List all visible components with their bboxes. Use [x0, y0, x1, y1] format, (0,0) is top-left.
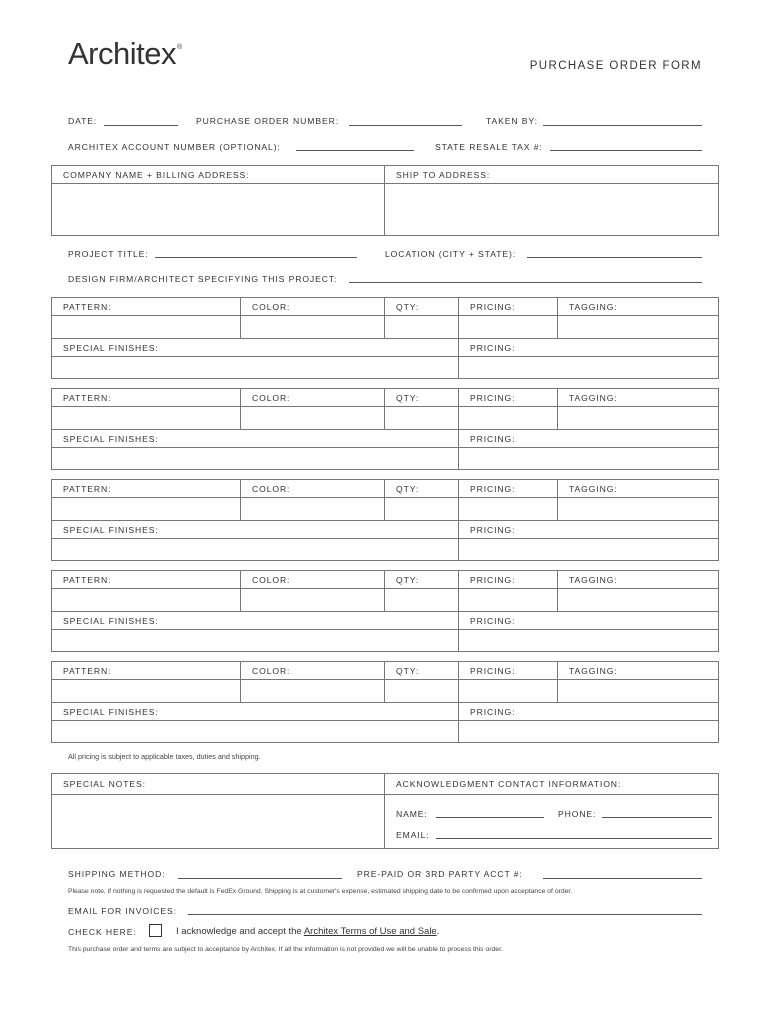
pricing-field-1[interactable] [459, 316, 557, 337]
line-item-divider [51, 520, 719, 521]
date-field[interactable] [104, 125, 178, 126]
pricing-label: PRICING: [470, 575, 516, 585]
design-firm-field[interactable] [349, 282, 702, 283]
contact-phone-field[interactable] [602, 817, 712, 818]
tagging-label: TAGGING: [569, 575, 618, 585]
shipping-method-label: SHIPPING METHOD: [68, 869, 166, 879]
color-field-3[interactable] [241, 498, 384, 519]
color-field-5[interactable] [241, 680, 384, 701]
ack-contact-label: ACKNOWLEDGMENT CONTACT INFORMATION: [396, 779, 622, 789]
pattern-field-1[interactable] [52, 316, 240, 337]
acct-number-field[interactable] [543, 878, 702, 879]
line-item-divider [51, 429, 719, 430]
pattern-label: PATTERN: [63, 302, 112, 312]
finish-pricing-label: PRICING: [470, 434, 516, 444]
pricing-label: PRICING: [470, 666, 516, 676]
special-finishes-label: SPECIAL FINISHES: [63, 525, 159, 535]
special-notes-field[interactable] [52, 795, 384, 848]
color-label: COLOR: [252, 484, 291, 494]
contact-name-field[interactable] [436, 817, 544, 818]
finish-pricing-field-5[interactable] [459, 721, 718, 742]
pattern-field-2[interactable] [52, 407, 240, 428]
location-field[interactable] [527, 257, 702, 258]
pricing-label: PRICING: [470, 484, 516, 494]
color-field-4[interactable] [241, 589, 384, 610]
qty-label: QTY: [396, 575, 420, 585]
line-item-divider [51, 338, 719, 339]
finish-pricing-field-4[interactable] [459, 630, 718, 651]
pattern-field-3[interactable] [52, 498, 240, 519]
line-item-divider [51, 702, 719, 703]
check-here-label: CHECK HERE: [68, 927, 137, 937]
color-label: COLOR: [252, 393, 291, 403]
special-finishes-field-1[interactable] [52, 357, 458, 378]
qty-field-4[interactable] [385, 589, 458, 610]
tagging-field-5[interactable] [558, 680, 719, 701]
pricing-field-4[interactable] [459, 589, 557, 610]
pricing-label: PRICING: [470, 393, 516, 403]
color-label: COLOR: [252, 575, 291, 585]
tagging-label: TAGGING: [569, 484, 618, 494]
color-field-1[interactable] [241, 316, 384, 337]
finish-pricing-field-2[interactable] [459, 448, 718, 469]
contact-email-label: EMAIL: [396, 830, 430, 840]
footer-note: This purchase order and terms are subject to acceptance by Architex. If all the information is not provided we will be unable to process this order. [68, 946, 503, 953]
account-number-label: ARCHITEX ACCOUNT NUMBER (OPTIONAL): [68, 142, 281, 152]
qty-label: QTY: [396, 302, 420, 312]
ship-to-field[interactable] [385, 184, 718, 235]
qty-label: QTY: [396, 666, 420, 676]
qty-field-5[interactable] [385, 680, 458, 701]
color-label: COLOR: [252, 302, 291, 312]
tagging-label: TAGGING: [569, 393, 618, 403]
project-title-label: PROJECT TITLE: [68, 249, 149, 259]
acct-number-label: PRE-PAID OR 3RD PARTY ACCT #: [357, 869, 523, 879]
line-item-divider [51, 611, 719, 612]
special-finishes-field-5[interactable] [52, 721, 458, 742]
terms-checkbox[interactable] [149, 924, 162, 937]
pattern-field-5[interactable] [52, 680, 240, 701]
color-label: COLOR: [252, 666, 291, 676]
special-finishes-field-2[interactable] [52, 448, 458, 469]
pricing-field-5[interactable] [459, 680, 557, 701]
date-label: DATE: [68, 116, 98, 126]
pattern-label: PATTERN: [63, 484, 112, 494]
pattern-label: PATTERN: [63, 666, 112, 676]
shipping-method-field[interactable] [178, 878, 342, 879]
contact-phone-label: PHONE: [558, 809, 597, 819]
special-finishes-field-3[interactable] [52, 539, 458, 560]
special-notes-label: SPECIAL NOTES: [63, 779, 146, 789]
form-title: PURCHASE ORDER FORM [529, 60, 702, 72]
billing-address-label: COMPANY NAME + BILLING ADDRESS: [63, 170, 250, 180]
qty-field-3[interactable] [385, 498, 458, 519]
notes-split [384, 773, 385, 849]
special-finishes-field-4[interactable] [52, 630, 458, 651]
tagging-field-1[interactable] [558, 316, 719, 337]
color-field-2[interactable] [241, 407, 384, 428]
shipping-note: Please note, if nothing is requested the default is FedEx Ground. Shipping is at customer's expense, estimated shipping date to be confirmed upon acceptance of order. [68, 888, 573, 895]
project-title-field[interactable] [155, 257, 357, 258]
pricing-field-3[interactable] [459, 498, 557, 519]
special-finishes-label: SPECIAL FINISHES: [63, 343, 159, 353]
tagging-field-3[interactable] [558, 498, 719, 519]
po-number-field[interactable] [349, 125, 462, 126]
qty-field-2[interactable] [385, 407, 458, 428]
special-finishes-label: SPECIAL FINISHES: [63, 707, 159, 717]
po-number-label: PURCHASE ORDER NUMBER: [196, 116, 339, 126]
tagging-label: TAGGING: [569, 302, 618, 312]
architex-logo: Architex® [68, 36, 182, 71]
finish-pricing-field-1[interactable] [459, 357, 718, 378]
location-label: LOCATION (CITY + STATE): [385, 249, 517, 259]
special-finishes-label: SPECIAL FINISHES: [63, 434, 159, 444]
pricing-note: All pricing is subject to applicable taxes, duties and shipping. [68, 752, 261, 761]
taken-by-label: TAKEN BY: [486, 116, 538, 126]
finish-pricing-label: PRICING: [470, 707, 516, 717]
finish-pricing-field-3[interactable] [459, 539, 718, 560]
pattern-label: PATTERN: [63, 393, 112, 403]
ship-to-label: SHIP TO ADDRESS: [396, 170, 491, 180]
invoice-email-label: EMAIL FOR INVOICES: [68, 906, 177, 916]
tagging-field-4[interactable] [558, 589, 719, 610]
design-firm-label: DESIGN FIRM/ARCHITECT SPECIFYING THIS PROJECT: [68, 274, 338, 284]
finish-pricing-label: PRICING: [470, 343, 516, 353]
terms-link[interactable]: Architex Terms of Use and Sale [303, 926, 437, 937]
resale-tax-field[interactable] [550, 150, 702, 151]
tagging-label: TAGGING: [569, 666, 618, 676]
contact-name-label: NAME: [396, 809, 428, 819]
qty-label: QTY: [396, 393, 420, 403]
contact-email-field[interactable] [436, 838, 712, 839]
resale-tax-label: STATE RESALE TAX #: [435, 142, 543, 152]
qty-label: QTY: [396, 484, 420, 494]
terms-acknowledgment: I acknowledge and accept the Architex Terms of Use and Sale. [176, 926, 440, 937]
qty-field-1[interactable] [385, 316, 458, 337]
special-finishes-label: SPECIAL FINISHES: [63, 616, 159, 626]
billing-address-field[interactable] [52, 184, 384, 235]
taken-by-field[interactable] [543, 125, 702, 126]
finish-pricing-label: PRICING: [470, 525, 516, 535]
tagging-field-2[interactable] [558, 407, 719, 428]
pattern-field-4[interactable] [52, 589, 240, 610]
pricing-field-2[interactable] [459, 407, 557, 428]
account-number-field[interactable] [296, 150, 414, 151]
pattern-label: PATTERN: [63, 575, 112, 585]
finish-pricing-label: PRICING: [470, 616, 516, 626]
invoice-email-field[interactable] [188, 914, 702, 915]
pricing-label: PRICING: [470, 302, 516, 312]
